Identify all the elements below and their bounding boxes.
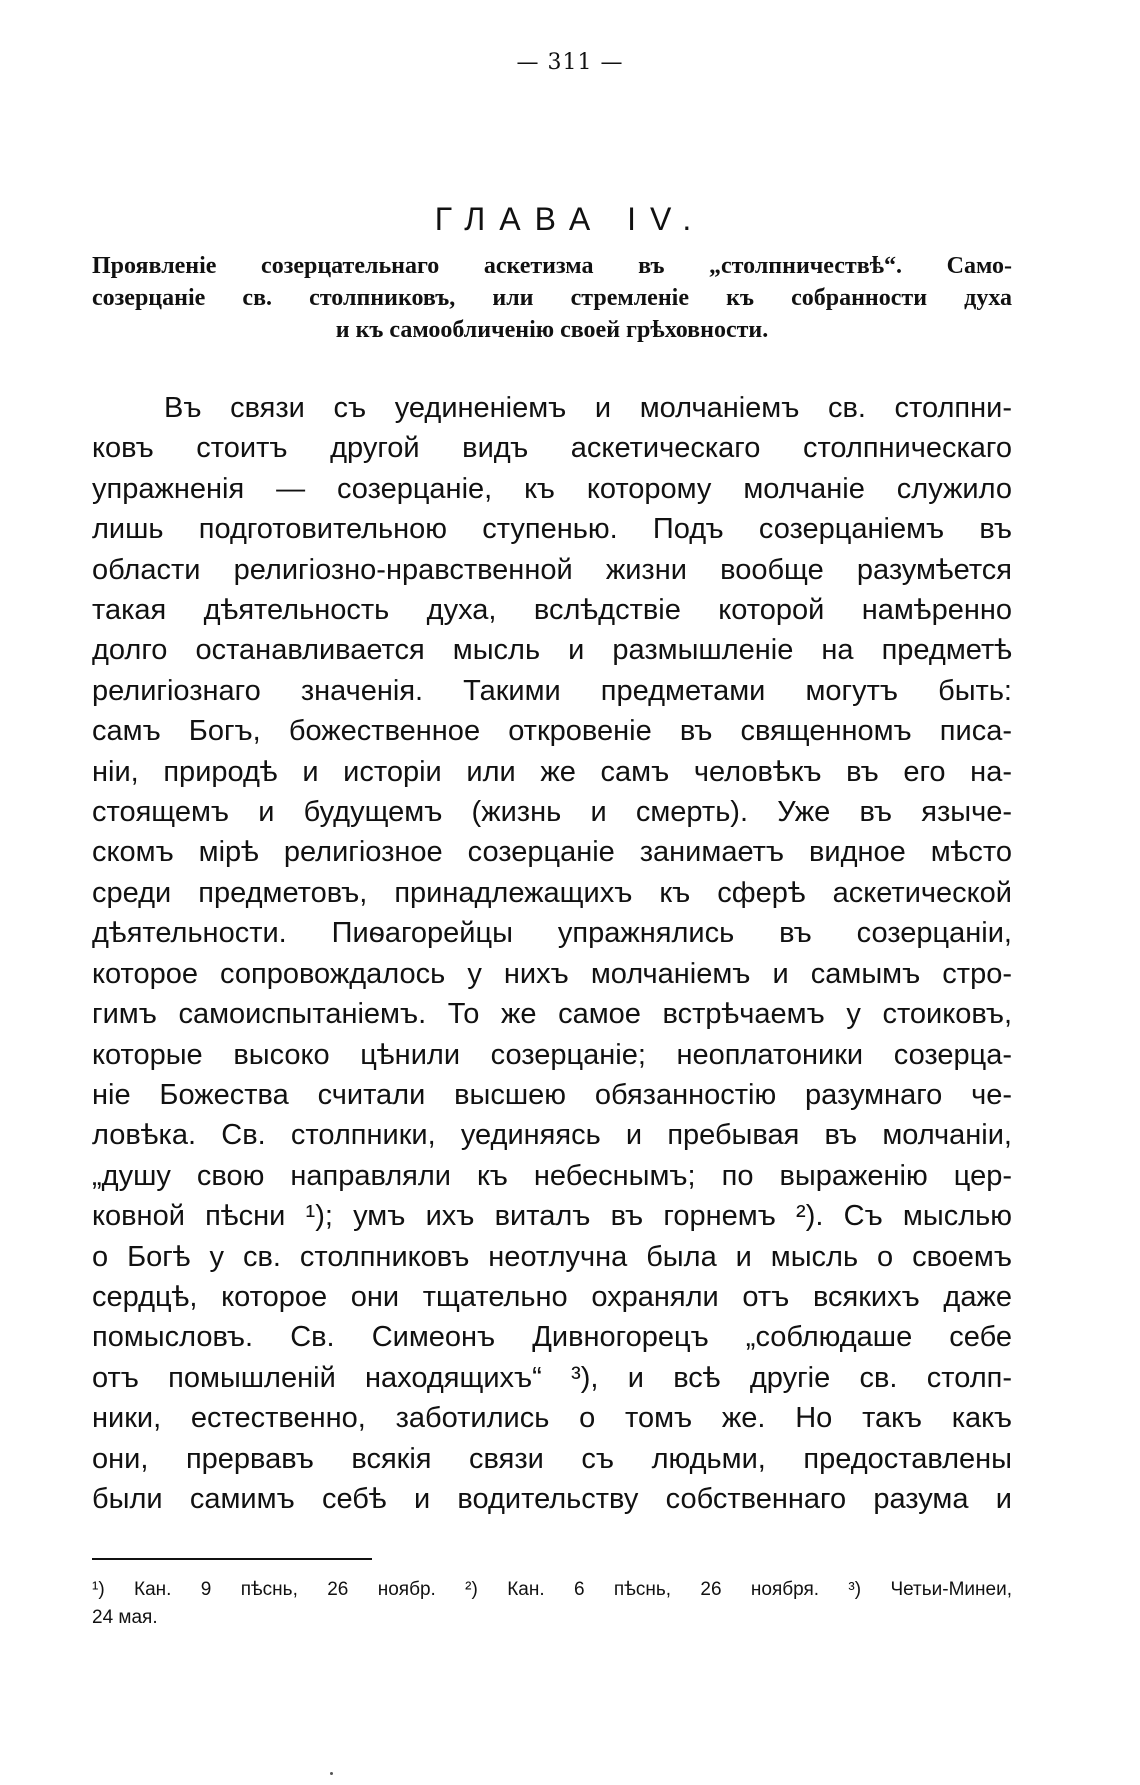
subtitle-line: Проявленіе созерцательнаго аскетизма въ „столпничествѣ“. Само- bbox=[92, 253, 1012, 279]
body-line: были самимъ себѣ и водительству собственнаго разума и bbox=[92, 1482, 1012, 1515]
chapter-heading: ГЛАВА IV. bbox=[434, 201, 706, 238]
footnote-1: ¹) Кан. 9 пѣснь, 26 ноябр. bbox=[92, 1579, 436, 1600]
page-number: — 311 — bbox=[516, 50, 624, 75]
body-line: области религіозно-нравственной жизни вообще разумѣется bbox=[92, 553, 1012, 586]
body-line: ніи, природѣ и исторіи или же самъ человѣкъ въ его на- bbox=[92, 755, 1012, 788]
body-line: Въ связи съ уединеніемъ и молчаніемъ св. столпни- bbox=[164, 392, 1012, 424]
body-line: которые высоко цѣнили созерцаніе; неоплатоники созерца- bbox=[92, 1038, 1012, 1071]
footnote-continuation: 24 мая. bbox=[92, 1607, 158, 1628]
body-line: ковной пѣсни ¹); умъ ихъ виталъ въ горнемъ ²). Съ мыслью bbox=[92, 1200, 1012, 1233]
body-line: среди предметовъ, принадлежащихъ къ сферѣ аскетической bbox=[92, 876, 1012, 909]
body-line: самъ Богъ, божественное откровеніе въ священномъ писа- bbox=[92, 715, 1012, 748]
body-line: упражненія — созерцаніе, къ которому молчаніе служило bbox=[92, 472, 1012, 505]
print-speck bbox=[330, 1772, 333, 1775]
body-line: ніе Божества считали высшею обязанностію разумнаго че- bbox=[92, 1078, 1012, 1111]
body-line: такая дѣятельность духа, вслѣдствіе которой намѣренно bbox=[92, 594, 1012, 627]
body-line: они, прервавъ всякія связи съ людьми, предоставлены bbox=[92, 1442, 1012, 1475]
body-line: скомъ мірѣ религіозное созерцаніе занимаетъ видное мѣсто bbox=[92, 836, 1012, 869]
body-text bbox=[92, 388, 1012, 1519]
body-line: сердцѣ, которое они тщательно охраняли отъ всякихъ даже bbox=[92, 1280, 1012, 1313]
body-line: ловѣка. Св. столпники, уединяясь и пребывая въ молчаніи, bbox=[92, 1119, 1012, 1152]
body-line: „душу свою направляли къ небеснымъ; по выраженію цер- bbox=[92, 1159, 1012, 1192]
subtitle-line: и къ самообличенію своей грѣховности. bbox=[335, 317, 769, 343]
body-line: отъ помышленій находящихъ“ ³), и всѣ другіе св. столп- bbox=[92, 1361, 1012, 1394]
body-line: гимъ самоиспытаніемъ. То же самое встрѣчаемъ у стоиковъ, bbox=[92, 998, 1012, 1031]
body-line: ники, естественно, заботились о томъ же. Но такъ какъ bbox=[92, 1402, 1012, 1435]
footnote-2: ²) Кан. 6 пѣснь, 26 ноября. bbox=[465, 1579, 820, 1600]
body-line: стоящемъ и будущемъ (жизнь и смерть). Уже въ языче- bbox=[92, 796, 1012, 829]
body-line: религіознаго значенія. Такими предметами могутъ быть: bbox=[92, 674, 1012, 707]
body-line: помысловъ. Св. Симеонъ Дивногорецъ „соблюдаше себе bbox=[92, 1321, 1012, 1354]
body-line: долго останавливается мысль и размышленіе на предметѣ bbox=[92, 634, 1012, 667]
body-line: дѣятельности. Пиѳагорейцы упражнялись въ созерцаніи, bbox=[92, 917, 1012, 950]
body-line: лишь подготовительною ступенью. Подъ созерцаніемъ въ bbox=[92, 513, 1012, 546]
body-line: которое сопровождалось у нихъ молчаніемъ и самымъ стро- bbox=[92, 957, 1012, 990]
footnote-3: ³) Четьи-Минеи, bbox=[848, 1579, 1012, 1600]
subtitle-line: созерцаніе св. столпниковъ, или стремленіе къ собранности духа bbox=[92, 285, 1012, 311]
footnotes bbox=[92, 1576, 1012, 1632]
body-line: о Богѣ у св. столпниковъ неотлучна была и мысль о своемъ bbox=[92, 1240, 1012, 1273]
footnote-divider bbox=[92, 1558, 372, 1560]
chapter-subtitle bbox=[92, 250, 1012, 346]
body-line: ковъ стоитъ другой видъ аскетическаго столпническаго bbox=[92, 432, 1012, 465]
footnote-line bbox=[92, 1576, 1012, 1604]
